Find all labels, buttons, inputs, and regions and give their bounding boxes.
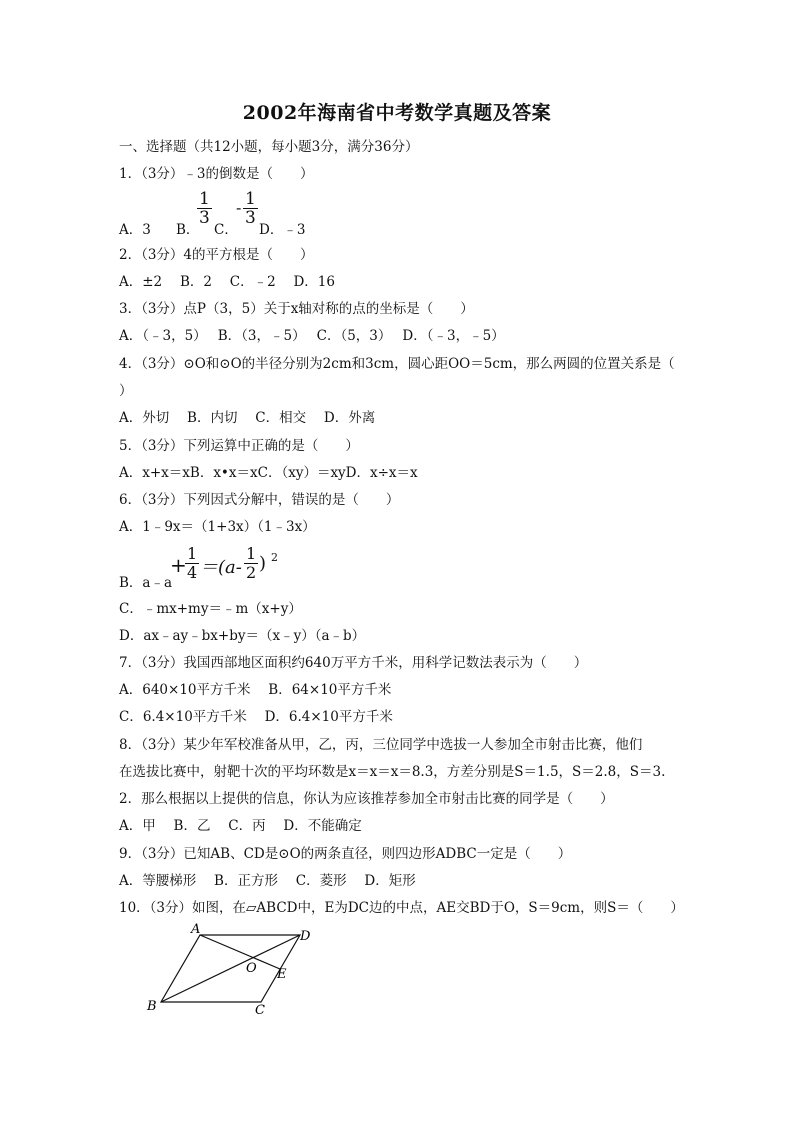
fraction-numerator: 1 xyxy=(245,189,256,209)
q1-option-c-sign: - xyxy=(236,198,242,217)
page-title: 2002年海南省中考数学真题及答案 xyxy=(242,102,552,124)
fraction-denominator: 3 xyxy=(199,208,210,228)
q1-option-c-fraction xyxy=(243,190,258,227)
q2-options: A．±2 B．2 C．﹣2 D．16 xyxy=(119,274,335,290)
fraction-numerator: 1 xyxy=(246,544,257,563)
q6-option-b-expression xyxy=(170,545,280,587)
square-exponent: 2 xyxy=(271,551,278,564)
q3-options: A．（﹣3，5） B．（3，﹣5） C．（5，3） D．（﹣3，﹣5） xyxy=(119,328,505,344)
fraction-numerator: 1 xyxy=(187,544,198,563)
q4-stem-end: ） xyxy=(119,383,133,399)
q6-option-c: C．﹣mx+my＝﹣m（x+y） xyxy=(119,601,302,617)
fraction-denominator: 3 xyxy=(245,208,256,228)
q1-option-d: D．﹣3 xyxy=(259,222,306,238)
q6-option-b: B．a﹣a xyxy=(119,575,173,591)
q1-stem: 1．（3分）﹣3的倒数是（ ） xyxy=(119,166,314,182)
q7-options-row1: A．640×10平方千米 B．64×10平方千米 xyxy=(119,682,392,698)
q1-option-c: C． xyxy=(214,222,238,238)
q8-options: A．甲 B．乙 C．丙 D．不能确定 xyxy=(119,818,362,834)
fraction-denominator: 2 xyxy=(246,563,257,582)
q7-stem: 7．（3分）我国西部地区面积约640万平方千米，用科学记数法表示为（ ） xyxy=(119,655,588,671)
label-b: B xyxy=(147,999,157,1014)
plus-sign: + xyxy=(170,553,187,577)
q9-stem: 9．（3分）已知AB、CD是⊙O的两条直径，则四边形ADBC一定是（ ） xyxy=(119,846,572,862)
q8-stem-line3: 2．那么根据以上提供的信息，你认为应该推荐参加全市射击比赛的同学是（ ） xyxy=(119,791,614,807)
q3-stem: 3．（3分）点P（3，5）关于x轴对称的点的坐标是（ ） xyxy=(119,301,474,317)
q7-options-row2: C．6.4×10平方千米 D．6.4×10平方千米 xyxy=(119,709,393,725)
q4-stem: 4．（3分）⊙O和⊙O的半径分别为2cm和3cm，圆心距OO＝5cm，那么两圆的位置关系是（ xyxy=(119,356,675,372)
q6-stem: 6．（3分）下列因式分解中，错误的是（ ） xyxy=(119,492,400,508)
q1-option-b: B． xyxy=(176,222,200,238)
q1-option-a: A．3 xyxy=(119,222,151,238)
q2-stem: 2．（3分）4的平方根是（ ） xyxy=(119,247,314,263)
q5-stem: 5．（3分）下列运算中正确的是（ ） xyxy=(119,438,359,454)
q8-stem-line1: 8．（3分）某少年军校准备从甲，乙，丙，三位同学中选拔一人参加全市射击比赛，他们 xyxy=(119,737,643,753)
fraction-numerator: 1 xyxy=(199,189,210,209)
half-fraction xyxy=(244,545,258,582)
fraction-denominator: 4 xyxy=(187,563,198,582)
q1-option-b-fraction xyxy=(197,190,212,227)
q5-options: A．x+x＝xB．x•x＝xC．（xy）＝xyD．x÷x＝x xyxy=(119,465,418,481)
expression-middle: ＝(a- xyxy=(200,557,242,578)
label-o: O xyxy=(246,961,257,976)
q6-option-a: A．1﹣9x＝（1+3x）（1﹣3x） xyxy=(119,519,316,535)
quarter-fraction xyxy=(185,545,199,582)
section-heading: 一、选择题（共12小题，每小题3分，满分36分） xyxy=(119,139,419,155)
q6-option-d: D．ax﹣ay﹣bx+by＝（x﹣y）（a﹣b） xyxy=(119,628,366,644)
q10-stem: 10．（3分）如图，在▱ABCD中，E为DC边的中点，AE交BD于O，S＝9cm，则S＝（ ） xyxy=(119,900,684,916)
q4-options: A．外切 B．内切 C．相交 D．外离 xyxy=(119,410,376,426)
q9-options: A．等腰梯形 B．正方形 C．菱形 D．矩形 xyxy=(119,873,416,889)
label-e: E xyxy=(277,967,287,982)
label-d: D xyxy=(300,929,311,944)
label-c: C xyxy=(255,1003,265,1018)
parallelogram-figure xyxy=(140,922,340,1022)
expression-close: ) xyxy=(259,553,267,574)
q8-stem-line2: 在选拔比赛中，射靶十次的平均环数是x＝x＝x＝8.3，方差分别是S＝1.5，S＝2.8，S＝3. xyxy=(119,764,666,780)
label-a: A xyxy=(191,922,201,937)
